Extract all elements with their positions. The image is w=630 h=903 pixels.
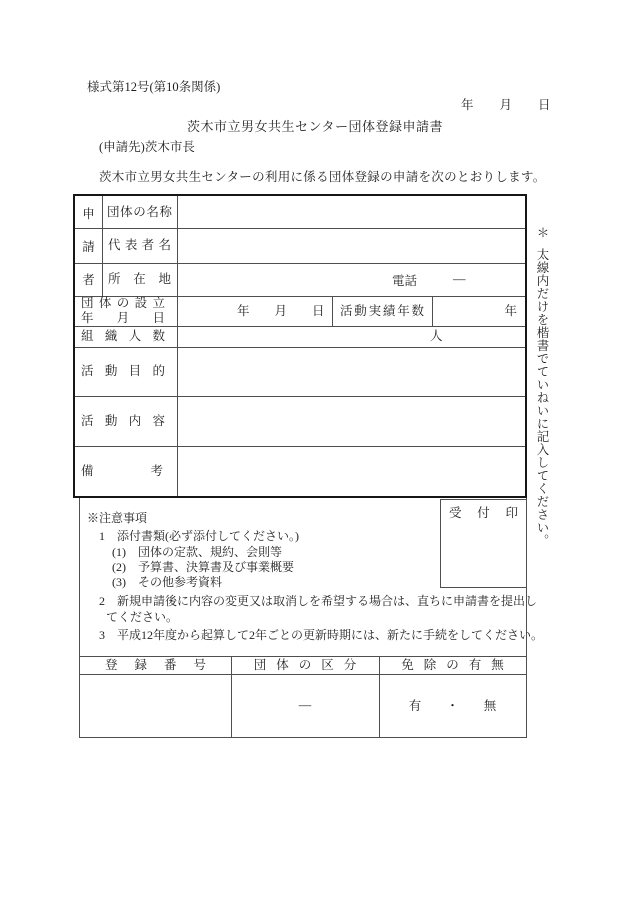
founded-placeholder: 年月日 bbox=[237, 304, 350, 318]
note-item-2-cont: てください。 bbox=[106, 610, 179, 624]
applicant-label bbox=[75, 196, 102, 296]
note-item-1-2: (2) 予算書、決算書及び事業概要 bbox=[112, 560, 294, 574]
receipt-stamp-box bbox=[440, 499, 527, 588]
founded-label-line2: 年月日 bbox=[81, 311, 165, 325]
activity-years-label: 活動実績年数 bbox=[340, 304, 424, 318]
addressee-line: (申請先)茨木市長 bbox=[99, 140, 195, 154]
phone-area bbox=[392, 263, 466, 296]
registry-header-exemption: 免除の有無 bbox=[401, 658, 514, 672]
content-label: 活動内容 bbox=[81, 414, 165, 428]
phone-dash: ― bbox=[453, 272, 466, 286]
note-item-1-1: (1) 団体の定款、規約、会則等 bbox=[112, 545, 282, 559]
registry-header-category: 団体の区分 bbox=[253, 658, 367, 672]
purpose-field bbox=[177, 347, 525, 396]
notes-heading: ※注意事項 bbox=[87, 511, 148, 525]
founded-value-area bbox=[177, 296, 350, 326]
founded-label-line1: 団体の設立 bbox=[81, 296, 165, 310]
side-note-asterisk: ＊ bbox=[535, 226, 549, 239]
group-name-label: 団体の名称 bbox=[107, 205, 172, 219]
representative-label: 代表者名 bbox=[108, 238, 171, 252]
founded-label bbox=[75, 296, 177, 326]
intro-line: 茨木市立男女共生センターの利用に係る団体登録の申請を次のとおりします。 bbox=[99, 170, 546, 184]
representative-field bbox=[177, 228, 525, 263]
form-number: 様式第12号(第10条関係) bbox=[87, 80, 221, 94]
note-item-2: 2 新規申請後に内容の変更又は取消しを希望する場合は、直ちに申請書を提出し bbox=[99, 594, 538, 608]
applicant-char-1: 申 bbox=[82, 206, 95, 221]
remarks-label: 備考 bbox=[81, 464, 163, 478]
phone-label: 電話 bbox=[392, 273, 418, 288]
members-field: 人 bbox=[430, 329, 443, 343]
note-item-1: 1 添付書類(必ず添付してください。) bbox=[99, 529, 299, 543]
address-field bbox=[177, 263, 525, 296]
main-form-table bbox=[73, 194, 527, 498]
address-label: 所在地 bbox=[108, 272, 171, 286]
members-label: 組織人数 bbox=[81, 329, 165, 343]
side-note-text: 太線内だけを楷書でていねいに記入してください。 bbox=[535, 248, 549, 547]
applicant-char-3: 者 bbox=[82, 273, 95, 288]
date-line: 年月日 bbox=[461, 98, 577, 112]
note-item-3: 3 平成12年度から起算して2年ごとの更新時期には、新たに手続をしてください。 bbox=[99, 628, 544, 642]
receipt-stamp-label: 受付印 bbox=[449, 506, 518, 520]
remarks-field bbox=[177, 446, 525, 496]
registry-header-number: 登録番号 bbox=[104, 658, 223, 672]
note-item-1-3: (3) その他参考資料 bbox=[112, 575, 222, 589]
activity-years-value: 年 bbox=[504, 304, 517, 318]
content-field bbox=[177, 396, 525, 446]
purpose-label: 活動目的 bbox=[81, 364, 165, 378]
registry-value-category: ― bbox=[298, 697, 312, 712]
registry-value-number bbox=[80, 674, 231, 736]
page-title: 茨木市立男女共生センター団体登録申請書 bbox=[187, 119, 443, 134]
registry-value-exemption: 有・無 bbox=[408, 699, 522, 713]
group-name-field bbox=[177, 196, 525, 228]
side-note bbox=[533, 226, 551, 786]
applicant-char-2: 請 bbox=[82, 239, 95, 254]
